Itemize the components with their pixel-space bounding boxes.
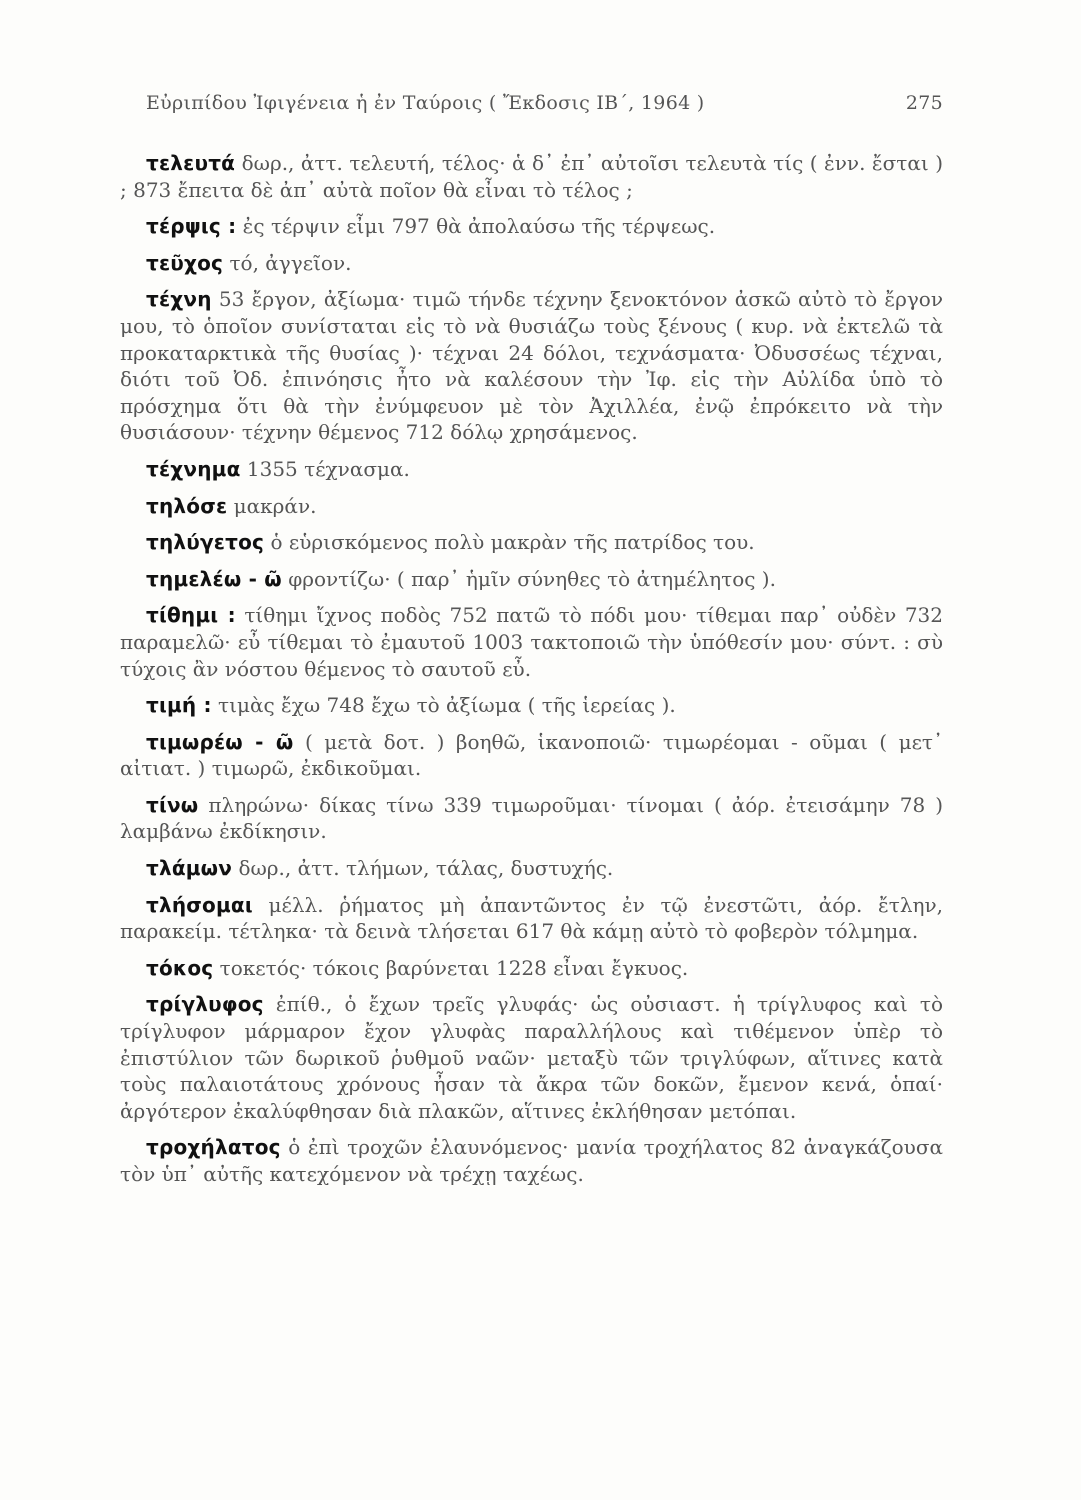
entry-text: φροντίζω· ( παρ᾽ ἡμῖν σύνηθες τὸ ἀτημέλητος ).	[288, 566, 776, 591]
glossary-entry	[120, 213, 943, 240]
entry-text: ἐπίθ., ὁ ἔχων τρεῖς γλυφάς· ὡς οὐσιαστ. ἡ τρίγλυφος καὶ τὸ τρίγλυφον μάρμαρον ἔχον γλυφὰς παραλλήλους καὶ τιθέμενον ὑπὲρ τὸ ἐπιστύλιον τῶν δωρικοῦ ῥυθμοῦ ναῶν· μεταξὺ τῶν τριγλύφων, αἵτινες κατὰ τοὺς παλαιοτάτους χρόνους ἦσαν τὰ ἄκρα τῶν δοκῶν, ἔμενον κενά, ὁπαί· ἀργότερον ἐκαλύφθησαν διὰ πλακῶν, αἵτινες ἐκλήθησαν μετόπαι.	[120, 992, 944, 1123]
entry-text: ἐς τέρψιν εἶμι 797 θὰ ἀπολαύσω τῆς τέρψεως.	[242, 214, 716, 239]
glossary-entry	[120, 792, 943, 845]
entry-text: ὁ εὑρισκόμενος πολὺ μακρὰν τῆς πατρίδος του.	[270, 530, 755, 555]
entry-text: τό, ἀγγεῖον.	[229, 250, 352, 275]
entry-text: τιμὰς ἔχω 748 ἔχω τὸ ἀξίωμα ( τῆς ἱερείας ).	[218, 693, 676, 718]
entry-lemma: τελευτά	[146, 151, 236, 175]
entry-lemma: τεῦχος	[146, 250, 224, 275]
glossary-entry	[120, 855, 943, 882]
glossary-entry	[120, 892, 943, 945]
glossary-entry	[120, 493, 943, 520]
entry-lemma: τέρψις :	[146, 214, 237, 239]
entry-text: δωρ., ἀττ. τλήμων, τάλας, δυστυχής.	[238, 856, 614, 881]
entry-text: ( μετὰ δοτ. ) βοηθῶ, ἱκανοποιῶ· τιμωρέομαι - οῦμαι ( μετ᾽ αἰτιατ. ) τιμωρῶ, ἐκδικοῦμαι.	[120, 729, 943, 781]
entry-lemma: τροχήλατος	[146, 1135, 281, 1160]
glossary-entry	[120, 286, 943, 446]
running-header	[146, 92, 943, 114]
entry-text: τίθημι ἴχνος ποδὸς 752 πατῶ τὸ πόδι μου· τίθεμαι παρ᾽ οὐδὲν 732 παραμελῶ· εὖ τίθεμαι τὸ ἐμαυτοῦ 1003 τακτοποιῶ τὴν ὑπόθεσίν μου· σύντ. : σὺ τύχοις ἂν νόστου θέμενος τὸ σαυτοῦ εὖ.	[120, 603, 944, 681]
entry-lemma: τόκος	[146, 955, 214, 980]
entry-text: μέλλ. ῥήματος μὴ ἀπαντῶντος ἐν τῷ ἐνεστῶτι, ἀόρ. ἔτλην, παρακείμ. τέτληκα· τὰ δεινὰ τλήσεται 617 θὰ κάμῃ αὐτὸ τὸ φοβερὸν τόλμημα.	[120, 892, 943, 944]
entry-lemma: τίνω	[146, 792, 199, 817]
entry-lemma: τηλόσε	[146, 493, 228, 518]
glossary-entry	[120, 729, 943, 782]
glossary-entry	[120, 150, 943, 203]
entry-lemma: τιμή :	[146, 693, 212, 718]
glossary-entry	[120, 955, 943, 982]
entry-lemma: τιμωρέω - ῶ	[146, 729, 294, 754]
glossary-entry	[120, 991, 943, 1124]
entry-text: τοκετός· τόκοις βαρύνεται 1228 εἶναι ἔγκυος.	[219, 955, 689, 980]
entry-text: δωρ., ἀττ. τελευτή, τέλος· ἁ δ᾽ ἐπ᾽ αὐτοῖσι τελευτὰ τίς ( ἐνν. ἔσται ) ; 873 ἔπειτα δὲ ἀπ᾽ αὐτὰ ποῖον θὰ εἶναι τὸ τέλος ;	[120, 151, 943, 202]
entry-text: ὁ ἐπὶ τροχῶν ἐλαυνόμενος· μανία τροχήλατος 82 ἀναγκάζουσα τὸν ὑπ᾽ αὐτῆς κατεχόμενον νὰ τρέχῃ ταχέως.	[120, 1135, 943, 1186]
entry-lemma: τέχνη	[146, 287, 212, 312]
glossary-entry	[120, 456, 943, 483]
glossary-body	[120, 150, 943, 1198]
entry-lemma: τρίγλυφος	[146, 992, 264, 1017]
glossary-entry	[120, 602, 943, 682]
entry-text: πληρώνω· δίκας τίνω 339 τιμωροῦμαι· τίνομαι ( ἀόρ. ἐτεισάμην 78 ) λαμβάνω ἐκδίκησιν.	[120, 792, 943, 844]
glossary-entry	[120, 1134, 943, 1187]
entry-text: 1355 τέχνασμα.	[246, 456, 410, 481]
entry-lemma: τίθημι :	[146, 603, 236, 628]
glossary-entry	[120, 250, 943, 277]
glossary-entry	[120, 529, 943, 556]
entry-lemma: τέχνημα	[146, 456, 241, 481]
entry-lemma: τλήσομαι	[146, 892, 253, 917]
page-number: 275	[905, 92, 943, 114]
entry-lemma: τλάμων	[146, 856, 233, 881]
entry-text: μακράν.	[233, 493, 317, 518]
entry-lemma: τηλύγετος	[146, 530, 265, 555]
header-title: Εὐριπίδου Ἰφιγένεια ἡ ἐν Ταύροις ( Ἔκδοσις ΙΒ΄, 1964 )	[146, 92, 705, 114]
glossary-entry	[120, 566, 943, 593]
entry-lemma: τημελέω - ῶ	[146, 566, 282, 591]
entry-text: 53 ἔργον, ἀξίωμα· τιμῶ τήνδε τέχνην ξενοκτόνον ἀσκῶ αὐτὸ τὸ ἔργον μου, τὸ ὁποῖον συνίσταται εἰς τὸ νὰ θυσιάζω τοὺς ξένους ( κυρ. νὰ ἐκτελῶ τὰ προκαταρκτικὰ τῆς θυσίας )· τέχναι 24 δόλοι, τεχνάσματα· Ὀδυσσέως τέχναι, διότι τοῦ Ὀδ. ἐπινόησις ἦτο νὰ καλέσουν τὴν Ἰφ. εἰς τὴν Αὐλίδα ὑπὸ τὸ πρόσχημα ὅτι θὰ τὴν ἐνύμφευον μὲ τὸν Ἀχιλλέα, ἐνῷ ἐπρόκειτο νὰ τὴν θυσιάσουν· τέχνην θέμενος 712 δόλῳ χρησάμενος.	[120, 287, 944, 445]
glossary-entry	[120, 692, 943, 719]
